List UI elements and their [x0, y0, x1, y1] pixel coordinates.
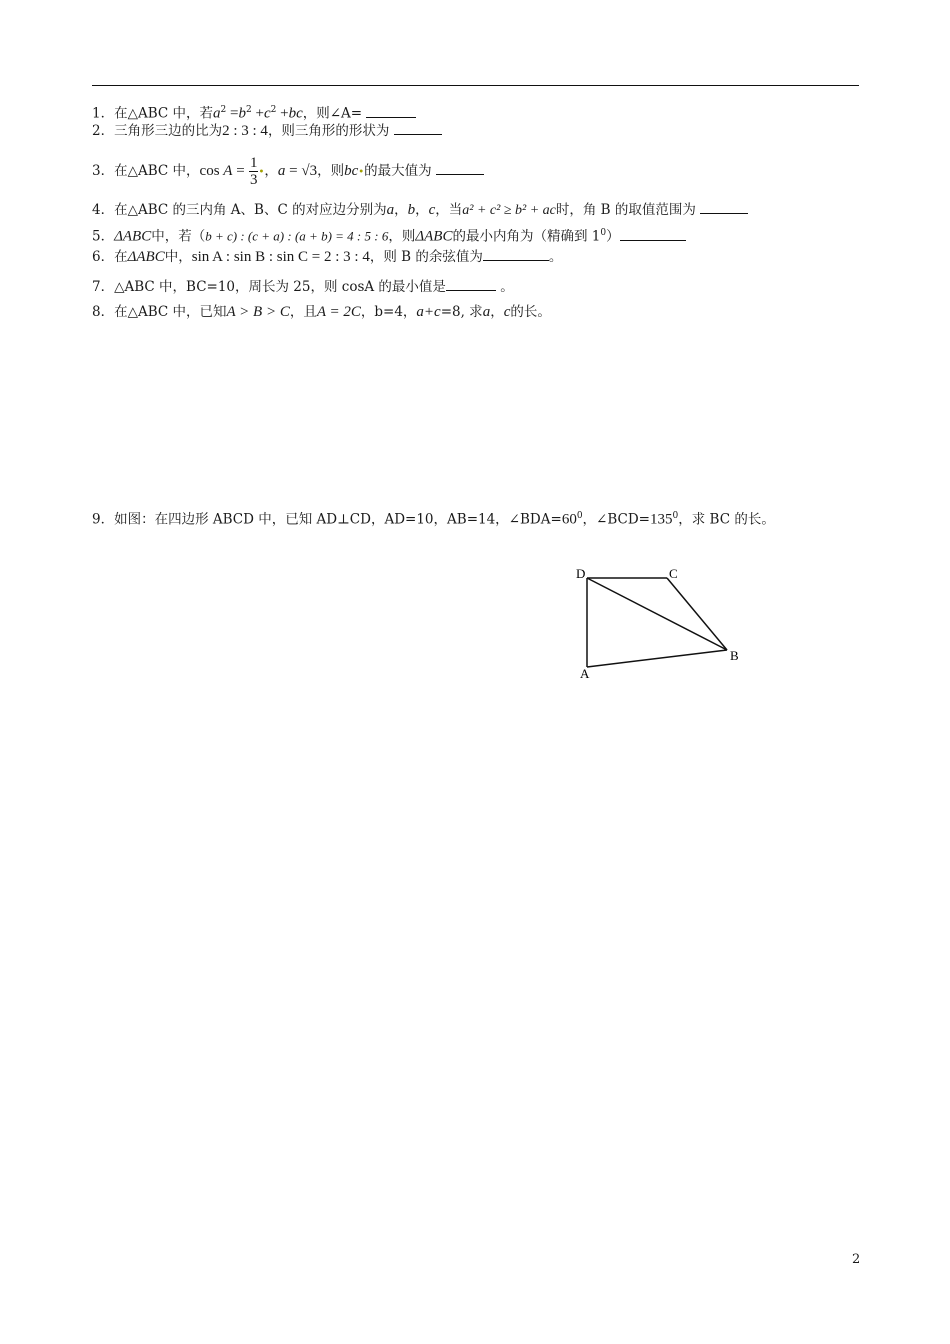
answer-blank[interactable] — [394, 122, 442, 135]
degree-superscript: 0 — [600, 228, 607, 238]
math-var-a: a — [482, 304, 491, 320]
question-2 — [92, 122, 442, 140]
question-3: 3．在△ABC 中，cos A = $\frac{1}{3}$ •，a = √3，则bc•的最大值为 — [92, 154, 484, 190]
separator: ， — [394, 202, 408, 218]
diagonal-DB — [587, 578, 727, 650]
question-text: 三角形三边的比为 — [114, 123, 223, 139]
answer-blank[interactable] — [446, 278, 496, 291]
math-triangle: ΔABC — [127, 249, 165, 265]
vertex-label-A: A — [580, 666, 590, 681]
math-sine-ratio: sin A : sin B : sin C = 2 : 3 : 4 — [191, 249, 370, 265]
degree-superscript: 0 — [576, 511, 583, 521]
math-plus: + — [276, 105, 289, 122]
separator: ， — [264, 163, 278, 179]
fraction-numerator: 1 — [249, 155, 258, 171]
question-number: 3． — [92, 163, 115, 179]
quadrilateral-figure — [570, 560, 750, 685]
page-number: 2 — [852, 1252, 861, 1267]
angle-value: 135 — [650, 511, 673, 528]
math-sqrt: = √3 — [285, 163, 318, 179]
math-cos: cos — [199, 163, 224, 179]
question-number: 2． — [92, 123, 115, 139]
answer-blank[interactable] — [483, 248, 549, 261]
question-1: 1．在△ABC 中，若$a^2 =b^2 +c^2 +bc$，则∠A= — [92, 101, 416, 123]
answer-blank[interactable] — [366, 105, 416, 118]
question-text: 时，角 B 的取值范围为 — [555, 202, 701, 218]
question-text: =8, 求 — [440, 304, 483, 320]
separator: ， — [490, 304, 504, 320]
angle-value: 60 — [561, 511, 577, 528]
degree-superscript: 0 — [672, 511, 679, 521]
question-text: ，则 — [388, 228, 416, 245]
question-text: 在 — [114, 249, 128, 265]
question-text: ，则∠A= — [302, 105, 367, 122]
question-text: 的长。 — [510, 304, 551, 320]
question-6 — [92, 248, 562, 266]
answer-blank[interactable] — [620, 228, 686, 241]
question-text: ） — [606, 228, 620, 245]
math-var-bc: bc — [288, 105, 303, 122]
question-text: ，当 — [435, 202, 463, 218]
edge-BA — [587, 650, 727, 667]
math-var-A: A — [223, 163, 233, 179]
math-ratio: b + c) : (c + a) : (a + b) = 4 : 5 : 6 — [205, 228, 389, 244]
math-var-a: a — [386, 202, 395, 218]
math-var-a: a — [213, 105, 221, 122]
answer-blank[interactable] — [700, 201, 748, 214]
question-text: 如图：在四边形 ABCD 中，已知 AD⊥CD，AD=10，AB=14，∠BDA= — [114, 511, 562, 528]
vertex-label-B: B — [730, 648, 739, 663]
header-rule — [92, 85, 859, 86]
math-eq: = — [226, 105, 239, 122]
question-text: ，b=4， — [360, 304, 417, 320]
math-var-b: b — [407, 202, 416, 218]
math-var-a: a — [277, 163, 286, 179]
question-text: 。 — [548, 249, 563, 265]
vertex-label-C: C — [669, 566, 678, 581]
question-text: 中， — [164, 249, 192, 265]
question-text: 中，若（ — [151, 228, 206, 245]
math-sum: a+c — [416, 304, 441, 320]
question-7 — [92, 278, 514, 296]
separator: ， — [415, 202, 429, 218]
math-triangle: ΔABC — [114, 228, 152, 245]
math-inequality: A > B > C — [226, 304, 290, 320]
question-9 — [92, 507, 775, 529]
question-text: 。 — [495, 279, 514, 295]
question-text: △ABC 中，BC=10，周长为 25，则 cosA 的最小值是 — [114, 279, 446, 295]
math-eq: = — [232, 163, 245, 179]
question-number: 4． — [92, 202, 115, 218]
fraction-denominator: 3 — [249, 172, 258, 188]
question-8 — [92, 303, 551, 321]
math-var-c: c — [428, 202, 436, 218]
vertex-label-D: D — [576, 566, 586, 581]
math-ratio: 2 : 3 : 4 — [222, 123, 268, 139]
question-number: 9． — [92, 511, 115, 528]
question-text: ，则三角形的形状为 — [267, 123, 394, 139]
question-text: 在△ABC 中， — [114, 163, 200, 179]
question-number: 8． — [92, 304, 115, 320]
math-var-c: c — [503, 304, 511, 320]
question-number: 5． — [92, 228, 115, 245]
math-var-c: c — [263, 105, 271, 122]
question-text: ，求 BC 的长。 — [678, 511, 775, 528]
math-plus: + — [251, 105, 264, 122]
question-text: 在△ABC 中，已知 — [114, 304, 227, 320]
math-inequality: a² + c² ≥ b² + ac — [462, 203, 556, 218]
question-number: 6． — [92, 249, 115, 265]
answer-blank[interactable] — [436, 162, 484, 175]
question-number: 7． — [92, 279, 115, 295]
edge-CB — [667, 578, 727, 650]
question-number: 1． — [92, 105, 115, 122]
math-triangle: ΔABC — [415, 228, 453, 245]
question-text: ，∠BCD= — [582, 511, 650, 528]
question-text: 在△ABC 中，若 — [114, 105, 214, 122]
math-var-b: b — [238, 105, 246, 122]
question-text: 在△ABC 的三内角 A、B、C 的对应边分别为 — [114, 202, 387, 218]
question-text: 的最小内角为（精确到 1 — [452, 228, 601, 245]
math-equation: A = 2C — [316, 304, 361, 320]
question-text: ，则 B 的余弦值为 — [369, 249, 483, 265]
question-text: ，且 — [289, 304, 317, 320]
question-4 — [92, 201, 748, 220]
question-text: 的最大值为 — [364, 163, 436, 179]
question-text: ，则 — [317, 163, 345, 179]
question-5 — [92, 224, 686, 246]
math-var-bc: bc — [344, 163, 359, 179]
